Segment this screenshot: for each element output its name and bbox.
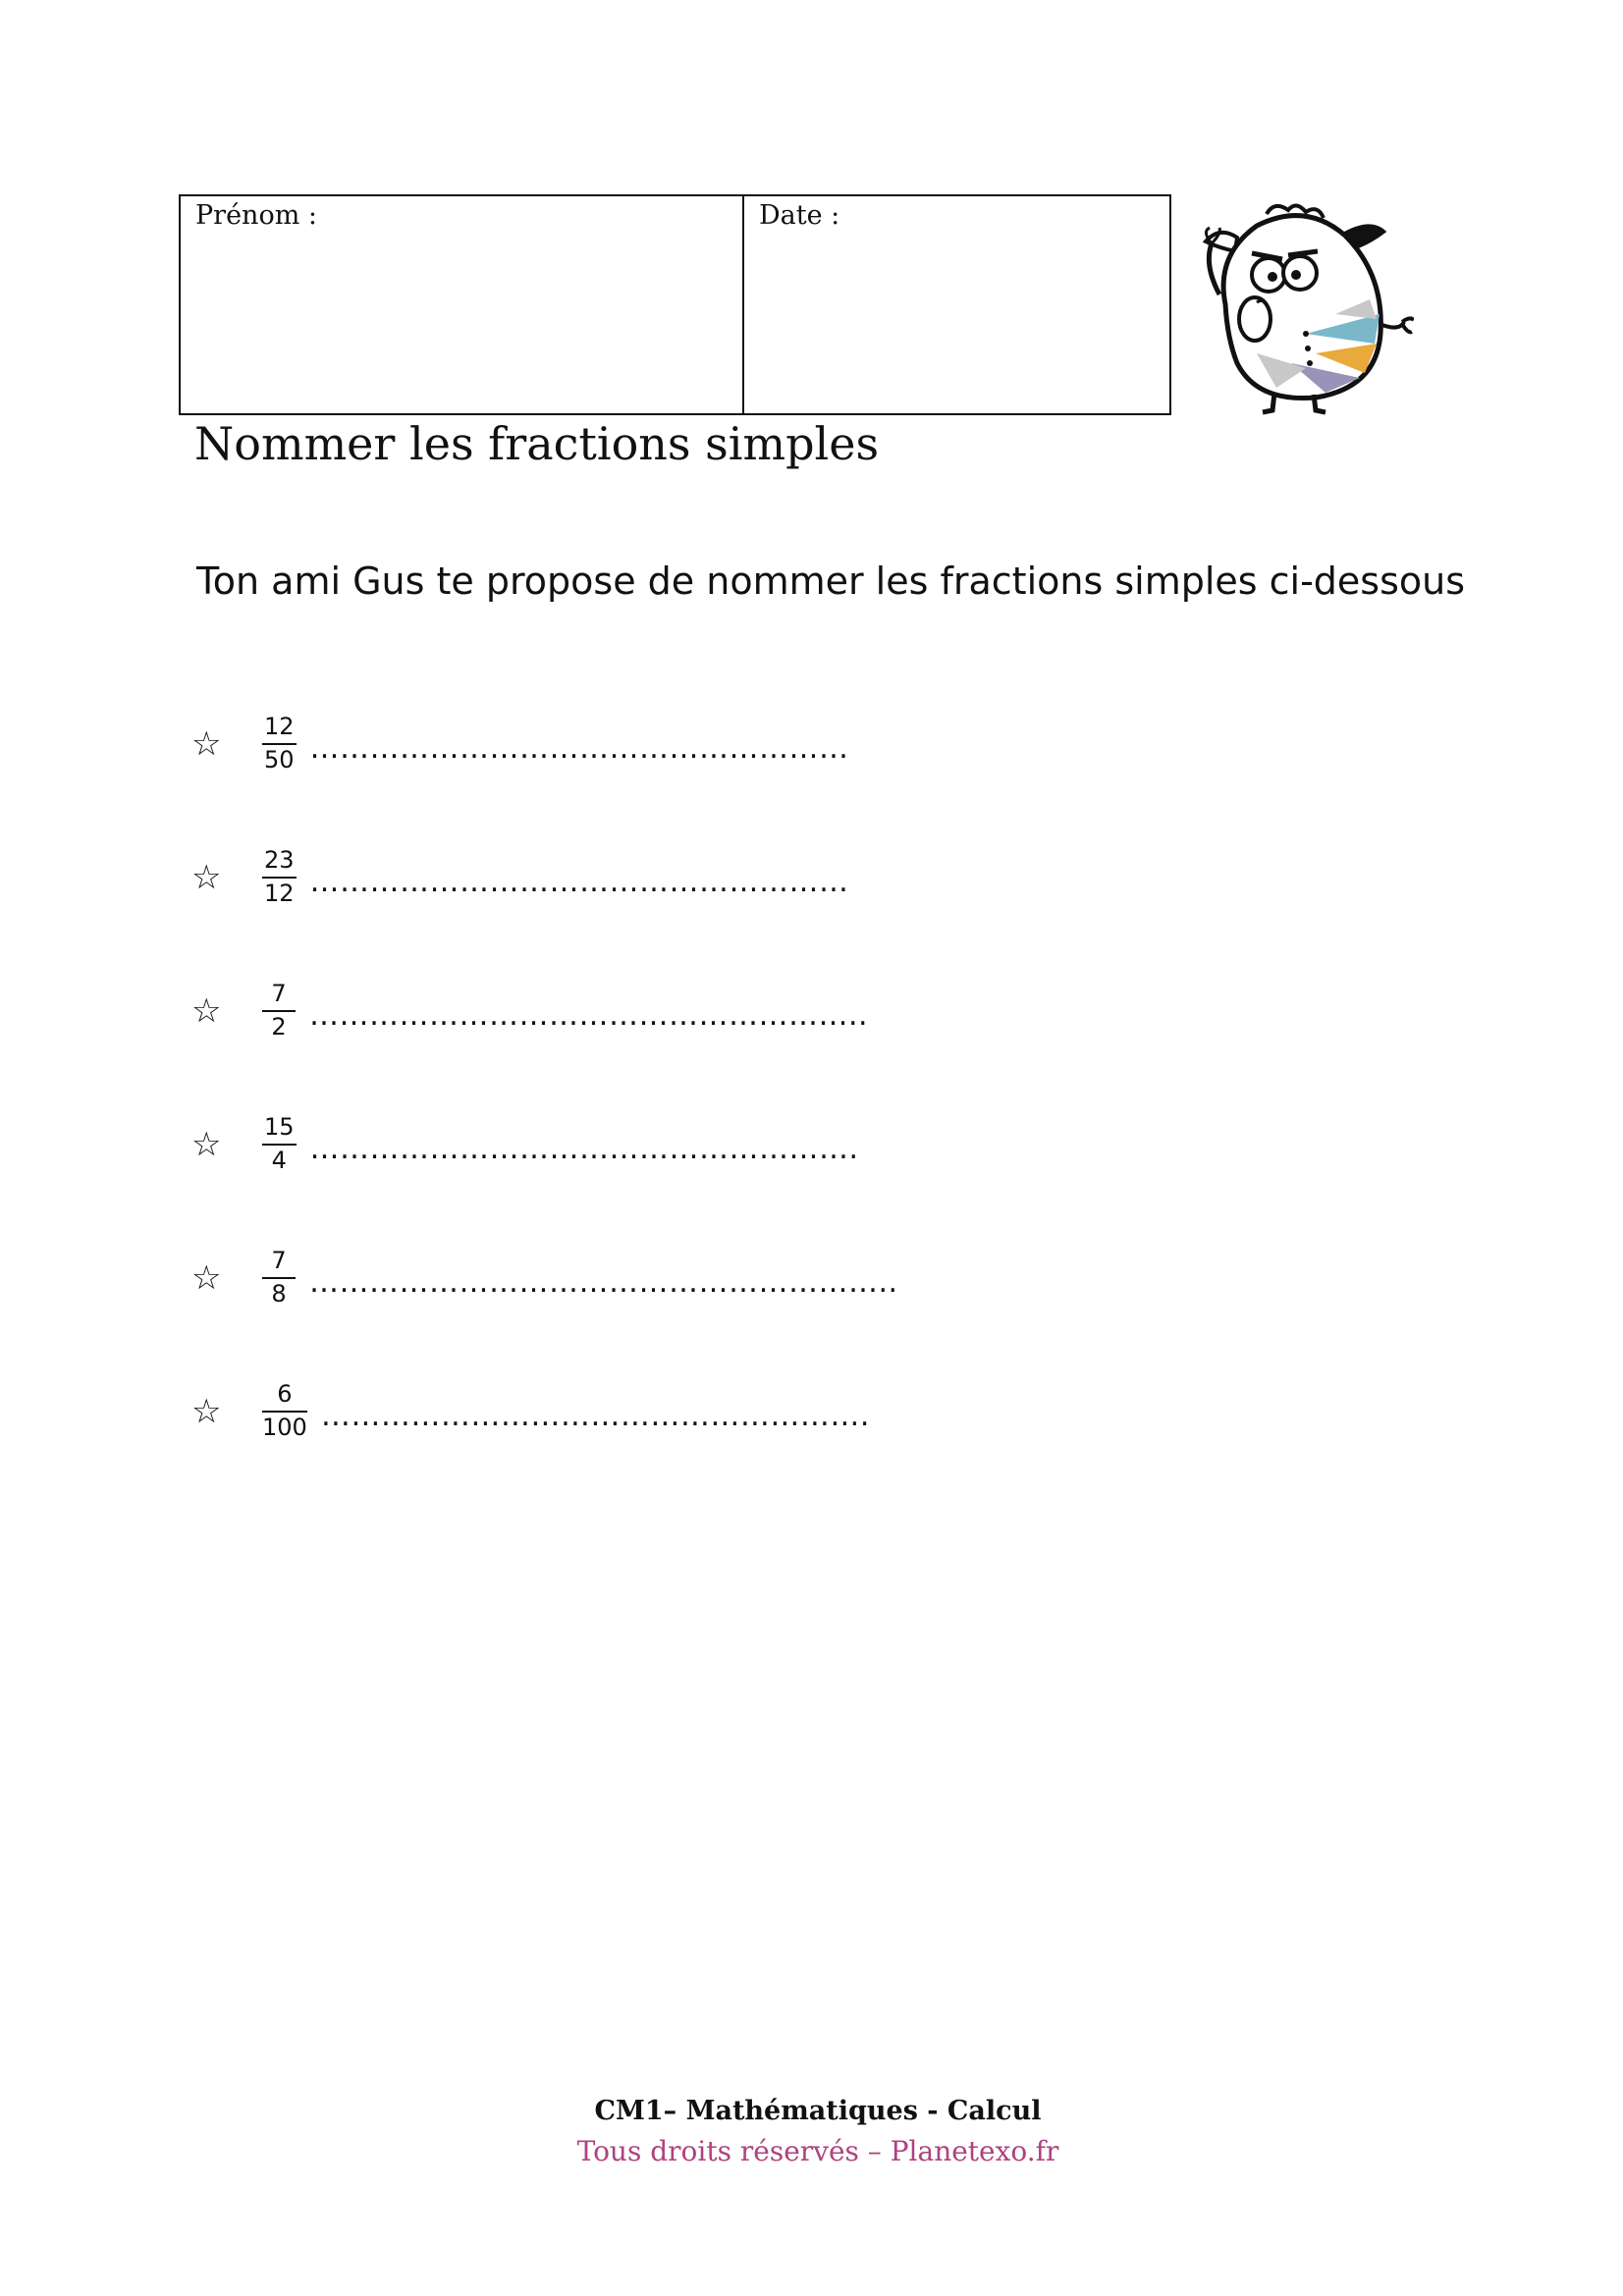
fraction-bar [262,1411,307,1413]
footer-copyright: Tous droits réservés – Planetexo.fr [576,2135,1059,2167]
answer-line[interactable]: ………………………………………………. [309,1131,859,1166]
star-icon: ☆ [191,1125,222,1164]
fraction [262,1248,296,1308]
answer-line[interactable]: ……………………………………………… [309,730,849,766]
fraction-bar [262,877,297,879]
fraction-bar [262,1010,296,1012]
footer-title: CM1– Mathématiques - Calcul [594,2096,1042,2126]
exercise-item [191,677,898,811]
fraction-bar [262,1144,297,1146]
fraction-denominator: 100 [262,1414,307,1441]
exercise-item [191,811,898,944]
fraction-denominator: 4 [271,1147,287,1174]
fraction [262,1381,307,1441]
student-info-box [179,194,1171,415]
star-icon: ☆ [191,858,222,897]
fraction-numerator: 23 [264,846,295,875]
exercise-item [191,1345,898,1478]
star-icon: ☆ [191,1392,222,1431]
fraction-denominator: 12 [264,880,295,907]
name-field[interactable] [181,196,744,413]
fraction-numerator: 15 [264,1113,295,1142]
fraction [262,714,297,774]
fraction-numerator: 6 [277,1380,293,1409]
star-icon: ☆ [191,991,222,1031]
answer-line[interactable]: ……………………………………………….. [309,997,869,1033]
answer-line[interactable]: ……………………………………………… [309,864,849,899]
fraction-bar [262,743,297,745]
date-label: Date : [759,200,840,231]
fraction-denominator: 2 [271,1013,287,1041]
fraction-denominator: 8 [271,1280,287,1308]
star-icon: ☆ [191,1258,222,1298]
answer-line[interactable]: ………………………………………………. [320,1398,870,1433]
page-title: Nommer les fractions simples [194,417,880,470]
fraction-denominator: 50 [264,746,295,774]
fraction-numerator: 12 [264,713,295,741]
star-icon: ☆ [191,724,222,764]
fraction-numerator: 7 [271,1247,287,1275]
date-field[interactable] [744,196,1169,413]
exercise-item [191,1078,898,1211]
fraction [262,981,296,1041]
instruction-text: Ton ami Gus te propose de nommer les fractions simples ci-dessous [196,560,1466,603]
sheep-mascot-icon [1198,196,1414,417]
exercise-item [191,1211,898,1345]
fraction [262,1114,297,1174]
fraction [262,847,297,907]
answer-line[interactable]: ………………………………………………….. [309,1264,898,1300]
name-label: Prénom : [195,200,317,231]
exercise-item [191,944,898,1078]
exercise-list [191,677,898,1478]
fraction-numerator: 7 [271,980,287,1008]
fraction-bar [262,1277,296,1279]
